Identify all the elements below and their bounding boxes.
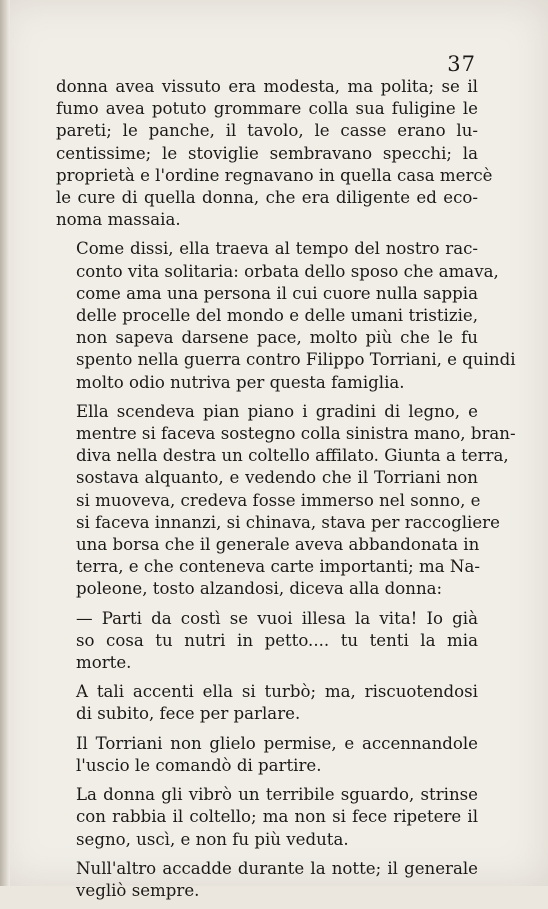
page-edge-shadow: [0, 0, 10, 886]
text-line: le cure di quella donna, che era diligente ed eco-: [56, 188, 478, 208]
text-line: delle procelle del mondo e delle umani tristizie,: [76, 306, 478, 326]
page-number: 37: [447, 52, 476, 76]
text-line: Come dissi, ella traeva al tempo del nostro rac-: [76, 239, 478, 259]
text-line: diva nella destra un coltello affilato. Giunta a terra,: [76, 446, 509, 466]
text-line: segno, uscì, e non fu più veduta.: [76, 829, 349, 849]
text-line: poleone, tosto alzandosi, diceva alla donna:: [76, 579, 443, 599]
text-line: Null'altro accadde durante la notte; il generale: [76, 858, 478, 878]
text-line: spento nella guerra contro Filippo Torriani, e quindi: [76, 350, 516, 370]
text-line: donna avea vissuto era modesta, ma polita; se il: [56, 77, 478, 96]
text-line: morte.: [76, 653, 132, 673]
text-line: vegliò sempre.: [76, 880, 200, 900]
text-line: si faceva innanzi, si chinava, stava per raccogliere: [76, 512, 500, 532]
paragraph: [56, 784, 478, 851]
text-line: proprietà e l'ordine regnavano in quella casa mercè: [56, 165, 493, 185]
text-line: si muoveva, credeva fosse immerso nel sonno, e: [76, 490, 481, 510]
text-line: centissime; le stoviglie sembravano specchi; la: [56, 143, 478, 163]
text-line: una borsa che il generale aveva abbandonata in: [76, 535, 480, 555]
paragraph: [56, 681, 478, 725]
text-line: noma massaia.: [56, 210, 181, 230]
text-line: fumo avea potuto grommare colla sua fuligine le: [56, 99, 478, 119]
paragraph: [56, 401, 516, 601]
text-line: non sapeva darsene pace, molto più che le fu: [76, 328, 478, 348]
paragraph: [56, 858, 478, 902]
text-line: Il Torriani non glielo permise, e accennandole: [76, 733, 478, 753]
body-text: [56, 76, 516, 909]
text-line: — Parti da costì se vuoi illesa la vita! Io già: [76, 608, 478, 628]
text-line: molto odio nutriva per questa famiglia.: [76, 372, 405, 392]
text-line: sostava alquanto, e vedendo che il Torriani non: [76, 468, 478, 488]
text-line: so cosa tu nutri in petto.... tu tenti la mia: [76, 630, 478, 650]
text-line: conto vita solitaria: orbata dello sposo che amava,: [76, 261, 499, 281]
text-line: di subito, fece per parlare.: [76, 704, 301, 724]
paragraph: [56, 76, 493, 231]
text-line: mentre si faceva sostegno colla sinistra mano, bran-: [76, 424, 516, 444]
text-line: l'uscio le comandò di partire.: [76, 755, 322, 775]
paragraph: [56, 733, 478, 777]
paragraph: [56, 608, 478, 675]
paragraph: [56, 238, 516, 393]
text-line: terra, e che conteneva carte importanti; ma Na-: [76, 557, 480, 577]
text-line: Ella scendeva pian piano i gradini di legno, e: [76, 401, 478, 421]
text-line: come ama una persona il cui cuore nulla sappia: [76, 283, 478, 303]
text-line: La donna gli vibrò un terribile sguardo, strinse: [76, 785, 478, 805]
text-line: A tali accenti ella si turbò; ma, riscuotendosi: [76, 682, 478, 702]
text-line: pareti; le panche, il tavolo, le casse erano lu-: [56, 121, 478, 141]
text-line: con rabbia il coltello; ma non si fece ripetere il: [76, 807, 478, 827]
